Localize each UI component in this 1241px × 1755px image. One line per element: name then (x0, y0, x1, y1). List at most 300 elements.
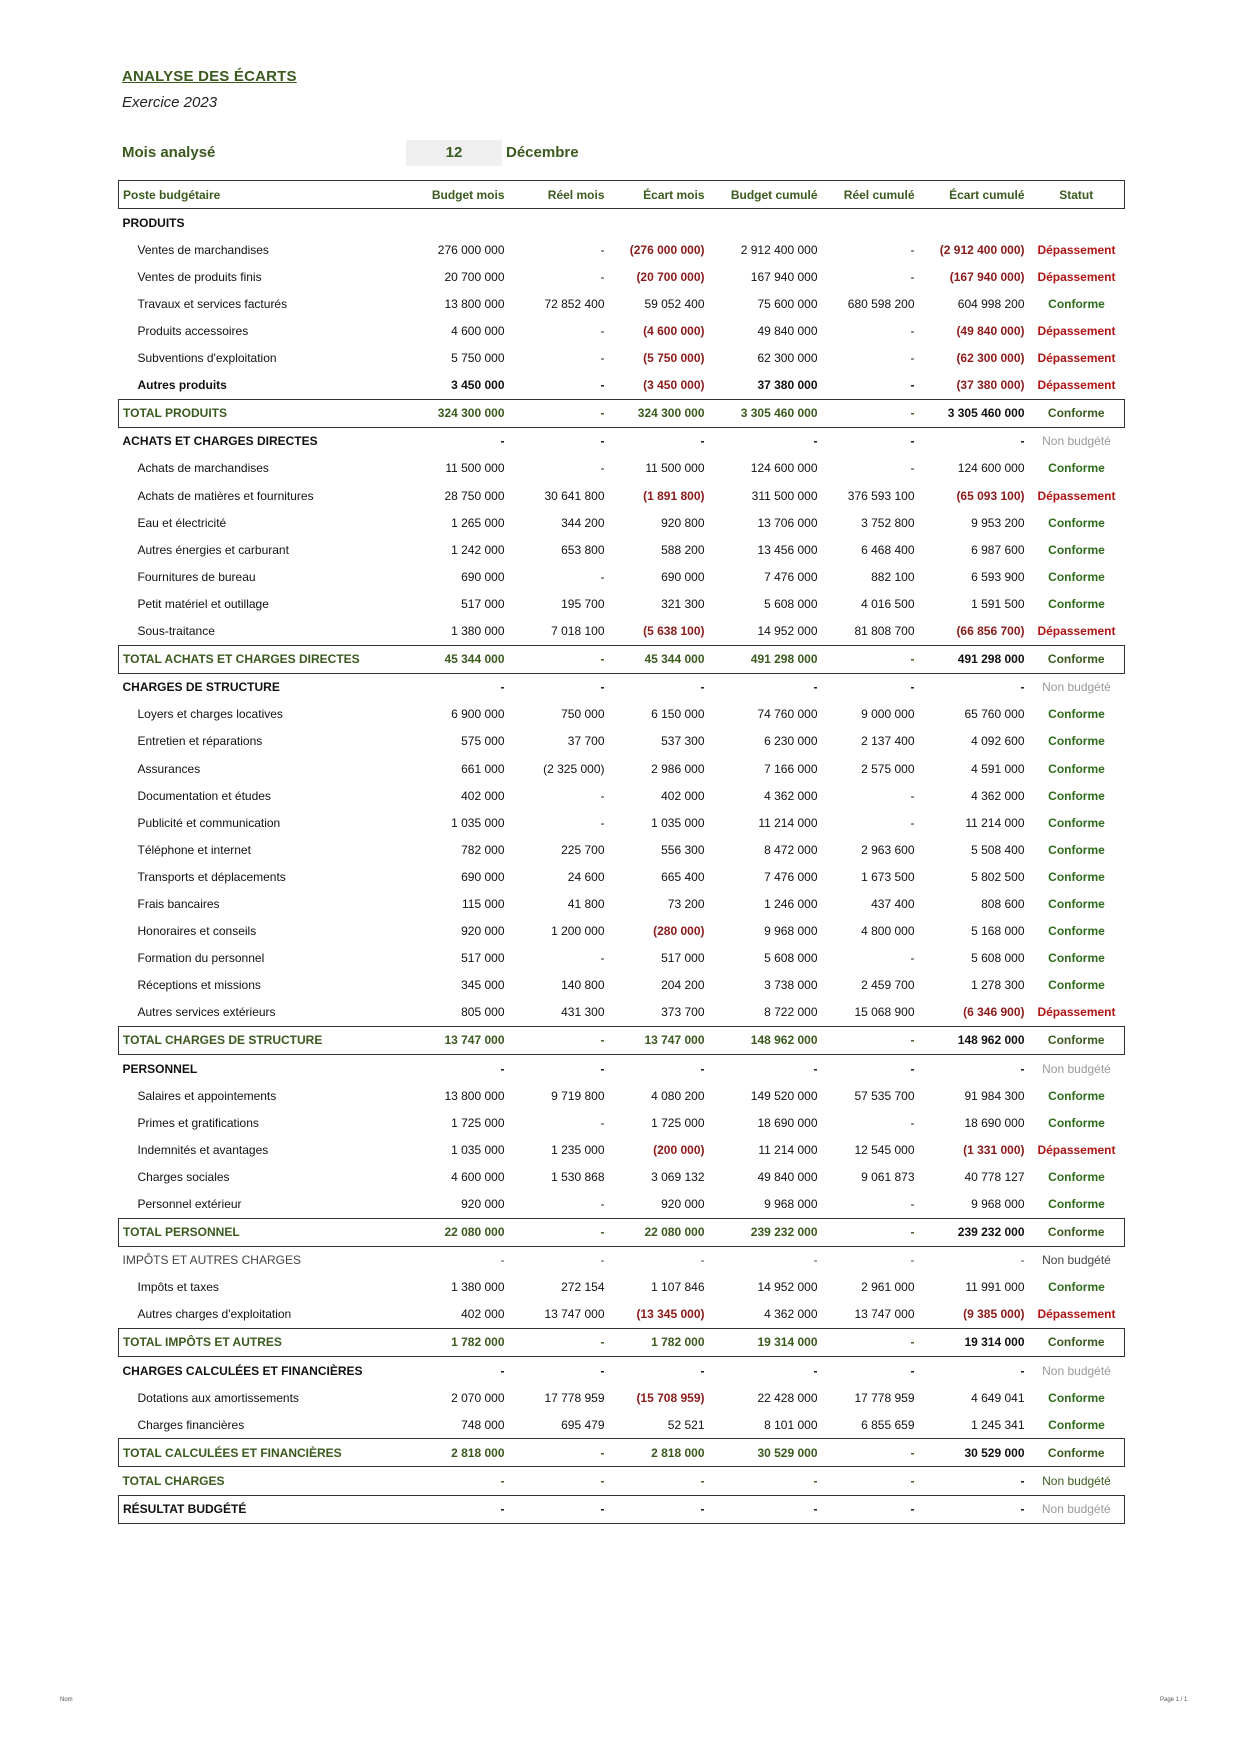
cell-budget-cumule: 9 968 000 (764, 1197, 818, 1212)
cell-reel-mois: 750 000 (561, 707, 605, 722)
cell-budget-cumule: 124 600 000 (750, 461, 818, 476)
cell-budget-mois: 324 300 000 (409, 399, 509, 427)
cell-budget-mois: 517 000 (461, 596, 505, 611)
cell-budget-cumule: 167 940 000 (750, 269, 818, 284)
cell-ecart-mois: - (700, 434, 705, 449)
table-row (119, 1384, 1125, 1411)
cell-reel-mois: 344 200 (561, 515, 605, 530)
cell-ecart-cumule: 40 778 127 (964, 1169, 1025, 1184)
cell-budget-cumule: 239 232 000 (709, 1218, 822, 1246)
cell-poste: Salaires et appointements (137, 1088, 277, 1103)
cell-statut: Conforme (1048, 788, 1105, 803)
cell-reel-mois: (2 325 000) (543, 761, 605, 776)
cell-reel-cumule: - (910, 351, 915, 366)
cell-budget-cumule: 11 214 000 (758, 1142, 818, 1157)
cell-budget-cumule: 22 428 000 (757, 1390, 818, 1405)
cell-ecart-cumule: - (919, 1495, 1029, 1523)
cell-budget-cumule: 311 500 000 (751, 488, 818, 503)
table-row (119, 728, 1125, 755)
cell-reel-mois: 1 200 000 (551, 924, 605, 939)
cell-ecart-cumule: 91 984 300 (964, 1088, 1025, 1103)
cell-budget-cumule (709, 209, 822, 237)
cell-reel-mois (509, 209, 609, 237)
result-row (119, 1495, 1125, 1523)
cell-poste: Petit matériel et outillage (137, 596, 269, 611)
cell-budget-cumule: 7 476 000 (764, 569, 818, 584)
table-row (119, 782, 1125, 809)
section-row (119, 1055, 1125, 1083)
cell-reel-cumule: - (822, 1328, 919, 1356)
cell-ecart-cumule: (62 300 000) (956, 351, 1025, 366)
variance-table (118, 180, 1125, 1524)
col-header-ecart-cumule: Écart cumulé (919, 181, 1029, 209)
cell-budget-cumule: - (813, 1253, 818, 1268)
cell-budget-mois: 402 000 (461, 1307, 505, 1322)
cell-reel-mois: - (600, 788, 605, 803)
table-row (119, 509, 1125, 536)
cell-ecart-cumule: 5 608 000 (971, 951, 1025, 966)
cell-poste: ACHATS ET CHARGES DIRECTES (122, 434, 318, 449)
cell-reel-cumule: 4 800 000 (861, 924, 915, 939)
col-header-budget-cumule: Budget cumulé (709, 181, 822, 209)
cell-ecart-cumule: 4 649 041 (971, 1390, 1025, 1405)
cell-reel-cumule: 9 000 000 (861, 707, 915, 722)
cell-budget-cumule: 6 230 000 (764, 734, 818, 749)
cell-poste: TOTAL ACHATS ET CHARGES DIRECTES (119, 645, 409, 673)
cell-budget-mois: 1 242 000 (451, 542, 505, 557)
cell-ecart-mois: 11 500 000 (645, 461, 705, 476)
cell-statut: Conforme (1048, 924, 1105, 939)
cell-budget-mois: 13 800 000 (444, 1088, 505, 1103)
cell-ecart-mois: - (700, 1253, 705, 1268)
cell-budget-mois: 690 000 (461, 869, 505, 884)
cell-ecart-mois: 204 200 (661, 978, 705, 993)
cell-reel-cumule: - (910, 1197, 915, 1212)
section-row (119, 1246, 1125, 1274)
cell-reel-cumule: - (822, 1495, 919, 1523)
cell-ecart-mois: 1 782 000 (609, 1328, 709, 1356)
cell-ecart-cumule: 1 591 500 (971, 596, 1025, 611)
cell-ecart-mois: 4 080 200 (651, 1088, 705, 1103)
cell-budget-cumule: 13 456 000 (757, 542, 818, 557)
cell-reel-cumule: 2 961 000 (861, 1280, 915, 1295)
cell-budget-cumule: 5 608 000 (764, 951, 818, 966)
cell-reel-cumule: - (910, 1473, 915, 1488)
cell-ecart-mois: (5 750 000) (643, 351, 705, 366)
cell-ecart-mois: (1 891 800) (643, 488, 705, 503)
cell-budget-mois: 1 725 000 (451, 1115, 505, 1130)
cell-statut: Conforme (1048, 734, 1105, 749)
cell-reel-mois: 30 641 800 (544, 488, 605, 503)
cell-statut: Conforme (1048, 1088, 1105, 1103)
cell-reel-cumule: 437 400 (871, 896, 915, 911)
section-row (119, 673, 1125, 701)
cell-poste: TOTAL CHARGES DE STRUCTURE (119, 1026, 409, 1054)
cell-budget-mois: 690 000 (461, 569, 505, 584)
cell-ecart-cumule: 4 362 000 (971, 788, 1025, 803)
cell-statut: Non budgété (1029, 1495, 1125, 1523)
cell-ecart-cumule: (2 912 400 000) (939, 242, 1025, 257)
cell-reel-mois: 7 018 100 (551, 624, 605, 639)
cell-poste: Autres énergies et carburant (137, 542, 289, 557)
cell-budget-cumule: 2 912 400 000 (740, 242, 818, 257)
table-row (119, 317, 1125, 344)
cell-statut: Conforme (1048, 596, 1105, 611)
cell-poste: Achats de marchandises (137, 461, 269, 476)
cell-poste: Entretien et réparations (137, 734, 263, 749)
cell-budget-mois: 3 450 000 (451, 378, 505, 393)
cell-poste: Fournitures de bureau (137, 569, 256, 584)
cell-poste: Formation du personnel (137, 951, 265, 966)
col-header-poste: Poste budgétaire (119, 181, 409, 209)
cell-reel-mois: - (600, 324, 605, 339)
cell-reel-cumule (822, 209, 919, 237)
cell-reel-mois: 24 600 (567, 869, 605, 884)
cell-ecart-cumule: 19 314 000 (919, 1328, 1029, 1356)
col-header-reel-cumule: Réel cumulé (822, 181, 919, 209)
cell-reel-mois: 653 800 (561, 542, 605, 557)
cell-statut: Dépassement (1037, 242, 1116, 257)
mois-input[interactable]: 12 (406, 140, 502, 166)
cell-poste: PRODUITS (122, 215, 185, 230)
cell-ecart-mois: - (700, 1363, 705, 1378)
cell-poste: Indemnités et avantages (137, 1142, 269, 1157)
table-row (119, 1163, 1125, 1190)
section-row (119, 427, 1125, 455)
cell-budget-mois: 11 500 000 (445, 461, 505, 476)
cell-reel-cumule: 680 598 200 (847, 296, 915, 311)
cell-ecart-mois: 373 700 (661, 1005, 705, 1020)
cell-ecart-mois: 690 000 (661, 569, 705, 584)
cell-ecart-mois: 59 052 400 (644, 296, 705, 311)
cell-poste: Ventes de produits finis (137, 269, 262, 284)
cell-poste: Primes et gratifications (137, 1115, 259, 1130)
cell-reel-mois: 695 479 (561, 1417, 605, 1432)
cell-reel-cumule: - (910, 269, 915, 284)
cell-reel-mois: - (600, 1197, 605, 1212)
cell-ecart-cumule: 11 991 000 (965, 1280, 1025, 1295)
cell-reel-mois: 9 719 800 (551, 1088, 605, 1103)
cell-budget-mois: 2 070 000 (451, 1390, 505, 1405)
cell-ecart-cumule: 239 232 000 (919, 1218, 1029, 1246)
cell-ecart-cumule: 5 168 000 (971, 924, 1025, 939)
cell-reel-cumule: 4 016 500 (861, 596, 915, 611)
cell-reel-mois: - (509, 399, 609, 427)
cell-budget-mois: 402 000 (461, 788, 505, 803)
cell-ecart-mois: 517 000 (661, 951, 705, 966)
cell-statut: Conforme (1029, 1218, 1125, 1246)
cell-poste: Subventions d'exploitation (137, 351, 277, 366)
cell-reel-cumule: - (910, 378, 915, 393)
cell-ecart-mois: (20 700 000) (636, 269, 705, 284)
cell-poste: Eau et électricité (137, 515, 227, 530)
cell-reel-mois: - (600, 815, 605, 830)
cell-budget-cumule: 491 298 000 (709, 645, 822, 673)
cell-reel-mois: 195 700 (561, 596, 605, 611)
cell-reel-mois: - (509, 1218, 609, 1246)
cell-ecart-cumule: 3 305 460 000 (919, 399, 1029, 427)
cell-budget-mois: 20 700 000 (444, 269, 505, 284)
cell-budget-mois: 1 265 000 (451, 515, 505, 530)
cell-budget-mois: 1 380 000 (451, 624, 505, 639)
table-row (119, 1411, 1125, 1439)
cell-reel-cumule: - (910, 680, 915, 695)
cell-reel-cumule: - (910, 324, 915, 339)
table-row (119, 863, 1125, 890)
cell-statut (1029, 209, 1125, 237)
page-title: ANALYSE DES ÉCARTS (122, 68, 297, 85)
cell-reel-cumule: 2 575 000 (861, 761, 915, 776)
cell-budget-mois: 276 000 000 (437, 242, 505, 257)
cell-poste: TOTAL CALCULÉES ET FINANCIÈRES (119, 1439, 409, 1467)
cell-reel-mois: - (600, 434, 605, 449)
cell-ecart-mois: 665 400 (661, 869, 705, 884)
cell-statut: Conforme (1048, 978, 1105, 993)
cell-budget-mois: 575 000 (461, 734, 505, 749)
cell-reel-cumule: - (910, 788, 915, 803)
cell-ecart-cumule: 148 962 000 (919, 1026, 1029, 1054)
cell-ecart-cumule: (9 385 000) (963, 1307, 1025, 1322)
cell-ecart-mois: 22 080 000 (609, 1218, 709, 1246)
cell-budget-mois: 115 000 (462, 896, 505, 911)
cell-ecart-mois: 537 300 (661, 734, 705, 749)
cell-poste: Autres produits (137, 378, 227, 393)
cell-reel-cumule: - (822, 399, 919, 427)
cell-ecart-cumule: (6 346 900) (963, 1005, 1025, 1020)
cell-budget-cumule: - (813, 1061, 818, 1076)
cell-budget-mois: - (409, 1495, 509, 1523)
cell-budget-cumule: 7 166 000 (764, 761, 818, 776)
cell-budget-mois: - (500, 1253, 505, 1268)
cell-reel-mois: - (600, 269, 605, 284)
cell-budget-cumule: 49 840 000 (757, 1169, 818, 1184)
cell-statut: Conforme (1048, 761, 1105, 776)
cell-statut: Conforme (1029, 1439, 1125, 1467)
table-row (119, 918, 1125, 945)
table-row (119, 563, 1125, 590)
cell-reel-cumule: - (822, 1026, 919, 1054)
cell-reel-cumule: 57 535 700 (854, 1088, 915, 1103)
cell-budget-mois: 2 818 000 (409, 1439, 509, 1467)
cell-budget-cumule: 5 608 000 (764, 596, 818, 611)
table-row (119, 1274, 1125, 1301)
cell-ecart-mois: (5 638 100) (643, 624, 705, 639)
cell-statut: Non budgété (1042, 680, 1111, 695)
cell-budget-cumule: 148 962 000 (709, 1026, 822, 1054)
page-subtitle: Exercice 2023 (122, 94, 218, 111)
cell-reel-mois: - (600, 951, 605, 966)
cell-statut: Non budgété (1042, 1473, 1111, 1488)
table-row (119, 972, 1125, 999)
table-row (119, 836, 1125, 863)
cell-ecart-cumule: 65 760 000 (964, 707, 1025, 722)
mois-label: Mois analysé (122, 144, 216, 161)
table-body (119, 209, 1125, 1524)
cell-poste: TOTAL CHARGES (122, 1473, 225, 1488)
cell-poste: Ventes de marchandises (137, 242, 269, 257)
cell-ecart-mois: (280 000) (653, 924, 705, 939)
cell-ecart-mois: 73 200 (667, 896, 705, 911)
cell-budget-cumule: 11 214 000 (758, 815, 818, 830)
cell-poste: TOTAL PRODUITS (119, 399, 409, 427)
cell-reel-mois: 140 800 (561, 978, 605, 993)
cell-reel-cumule: 17 778 959 (854, 1390, 915, 1405)
cell-ecart-mois: 402 000 (661, 788, 705, 803)
cell-poste: Téléphone et internet (137, 842, 251, 857)
cell-statut: Conforme (1029, 1328, 1125, 1356)
cell-ecart-cumule: - (1020, 1473, 1025, 1488)
cell-budget-cumule: 1 246 000 (764, 896, 818, 911)
cell-statut: Dépassement (1037, 624, 1116, 639)
table-row (119, 945, 1125, 972)
cell-ecart-mois: (4 600 000) (643, 324, 705, 339)
cell-budget-cumule: 9 968 000 (764, 924, 818, 939)
cell-ecart-cumule: 4 092 600 (971, 734, 1025, 749)
cell-statut: Dépassement (1037, 324, 1116, 339)
cell-ecart-cumule: - (1020, 1253, 1025, 1268)
cell-budget-mois: 5 750 000 (451, 351, 505, 366)
cell-ecart-cumule (919, 209, 1029, 237)
cell-reel-cumule: - (822, 1439, 919, 1467)
col-header-budget-mois: Budget mois (409, 181, 509, 209)
cell-reel-mois: - (600, 1363, 605, 1378)
cell-reel-cumule: 2 459 700 (861, 978, 915, 993)
cell-reel-mois: 13 747 000 (544, 1307, 605, 1322)
cell-budget-cumule: 4 362 000 (764, 1307, 818, 1322)
table-row (119, 482, 1125, 509)
table-row (119, 809, 1125, 836)
cell-ecart-mois: 13 747 000 (609, 1026, 709, 1054)
cell-statut: Non budgété (1042, 1363, 1111, 1378)
cell-budget-mois: - (500, 434, 505, 449)
cell-budget-cumule: - (813, 1473, 818, 1488)
cell-ecart-mois: 6 150 000 (651, 707, 705, 722)
cell-poste: Transports et déplacements (137, 869, 286, 884)
cell-reel-mois: 1 235 000 (551, 1142, 605, 1157)
cell-ecart-mois: 1 725 000 (651, 1115, 705, 1130)
cell-ecart-cumule: 5 508 400 (971, 842, 1025, 857)
cell-poste: Réceptions et missions (137, 978, 261, 993)
total-row (119, 1218, 1125, 1246)
cell-ecart-mois: 556 300 (661, 842, 705, 857)
cell-reel-cumule: 9 061 873 (861, 1169, 915, 1184)
cell-ecart-mois: 52 521 (667, 1417, 705, 1432)
cell-ecart-mois: (200 000) (653, 1142, 705, 1157)
cell-ecart-cumule: 5 802 500 (971, 869, 1025, 884)
cell-statut: Conforme (1029, 645, 1125, 673)
cell-ecart-mois: - (609, 1495, 709, 1523)
cell-reel-cumule: 6 468 400 (861, 542, 915, 557)
cell-poste: IMPÔTS ET AUTRES CHARGES (122, 1253, 301, 1268)
cell-ecart-mois: (15 708 959) (636, 1390, 705, 1405)
cell-budget-cumule: 8 472 000 (764, 842, 818, 857)
cell-poste: Produits accessoires (137, 324, 249, 339)
cell-reel-cumule: - (822, 645, 919, 673)
cell-statut: Conforme (1048, 1417, 1105, 1432)
cell-ecart-cumule: 604 998 200 (957, 296, 1025, 311)
cell-reel-cumule: 376 593 100 (847, 488, 915, 503)
table-row (119, 372, 1125, 400)
total-row (119, 399, 1125, 427)
cell-ecart-mois: 2 986 000 (651, 761, 705, 776)
table-row (119, 290, 1125, 317)
table-row (119, 701, 1125, 728)
cell-ecart-cumule: - (1020, 1061, 1025, 1076)
cell-budget-mois: - (500, 680, 505, 695)
cell-budget-mois: 920 000 (461, 1197, 505, 1212)
cell-statut: Conforme (1048, 842, 1105, 857)
cell-statut: Non budgété (1042, 1061, 1111, 1076)
cell-reel-mois: 1 530 868 (551, 1169, 605, 1184)
cell-reel-cumule: - (822, 1218, 919, 1246)
table-row (119, 999, 1125, 1027)
cell-ecart-mois: 920 000 (661, 1197, 705, 1212)
table-row (119, 1109, 1125, 1136)
cell-ecart-cumule: 30 529 000 (919, 1439, 1029, 1467)
cell-reel-mois: 272 154 (561, 1280, 605, 1295)
cell-statut: Dépassement (1037, 351, 1116, 366)
table-row (119, 618, 1125, 646)
section-row (119, 1357, 1125, 1385)
cell-budget-cumule: 7 476 000 (764, 869, 818, 884)
cell-reel-mois: - (600, 1253, 605, 1268)
cell-reel-mois: 225 700 (561, 842, 605, 857)
cell-statut: Conforme (1048, 296, 1105, 311)
cell-budget-mois: 661 000 (461, 761, 505, 776)
cell-budget-mois: 13 747 000 (409, 1026, 509, 1054)
total-row (119, 645, 1125, 673)
cell-budget-mois: - (500, 1061, 505, 1076)
cell-reel-mois: - (509, 1026, 609, 1054)
cell-poste: Autres services extérieurs (137, 1005, 276, 1020)
cell-reel-cumule: 12 545 000 (854, 1142, 915, 1157)
cell-ecart-cumule: (49 840 000) (956, 324, 1025, 339)
cell-statut: Non budgété (1042, 434, 1111, 449)
cell-reel-cumule: 13 747 000 (854, 1307, 915, 1322)
cell-budget-cumule: 149 520 000 (750, 1088, 818, 1103)
table-row (119, 1136, 1125, 1163)
cell-ecart-mois: - (700, 680, 705, 695)
cell-ecart-cumule: 124 600 000 (957, 461, 1025, 476)
cell-statut: Dépassement (1037, 1005, 1116, 1020)
cell-ecart-cumule: - (1020, 680, 1025, 695)
cell-budget-cumule: 49 840 000 (757, 324, 818, 339)
cell-reel-mois: - (509, 1495, 609, 1523)
cell-reel-cumule: 6 855 659 (861, 1417, 915, 1432)
footer-right: Page 1 / 1 (1160, 1697, 1188, 1703)
cell-ecart-cumule: - (1020, 1363, 1025, 1378)
cell-ecart-cumule: 9 953 200 (971, 515, 1025, 530)
cell-statut: Conforme (1048, 1390, 1105, 1405)
cell-budget-mois: - (500, 1363, 505, 1378)
cell-reel-cumule: 3 752 800 (861, 515, 915, 530)
cell-reel-cumule: - (910, 815, 915, 830)
cell-poste: Documentation et études (137, 788, 271, 803)
cell-reel-cumule: - (910, 461, 915, 476)
cell-ecart-cumule: 1 245 341 (971, 1417, 1025, 1432)
cell-budget-cumule: 8 722 000 (764, 1005, 818, 1020)
cell-statut: Dépassement (1037, 1307, 1116, 1322)
cell-statut: Conforme (1048, 707, 1105, 722)
cell-budget-cumule: - (709, 1495, 822, 1523)
cell-poste: PERSONNEL (122, 1061, 198, 1076)
cell-statut: Conforme (1048, 515, 1105, 530)
cell-reel-cumule: - (910, 242, 915, 257)
cell-ecart-cumule: 491 298 000 (919, 645, 1029, 673)
col-header-statut: Statut (1029, 181, 1125, 209)
cell-statut: Conforme (1048, 951, 1105, 966)
cell-poste: Loyers et charges locatives (137, 707, 283, 722)
